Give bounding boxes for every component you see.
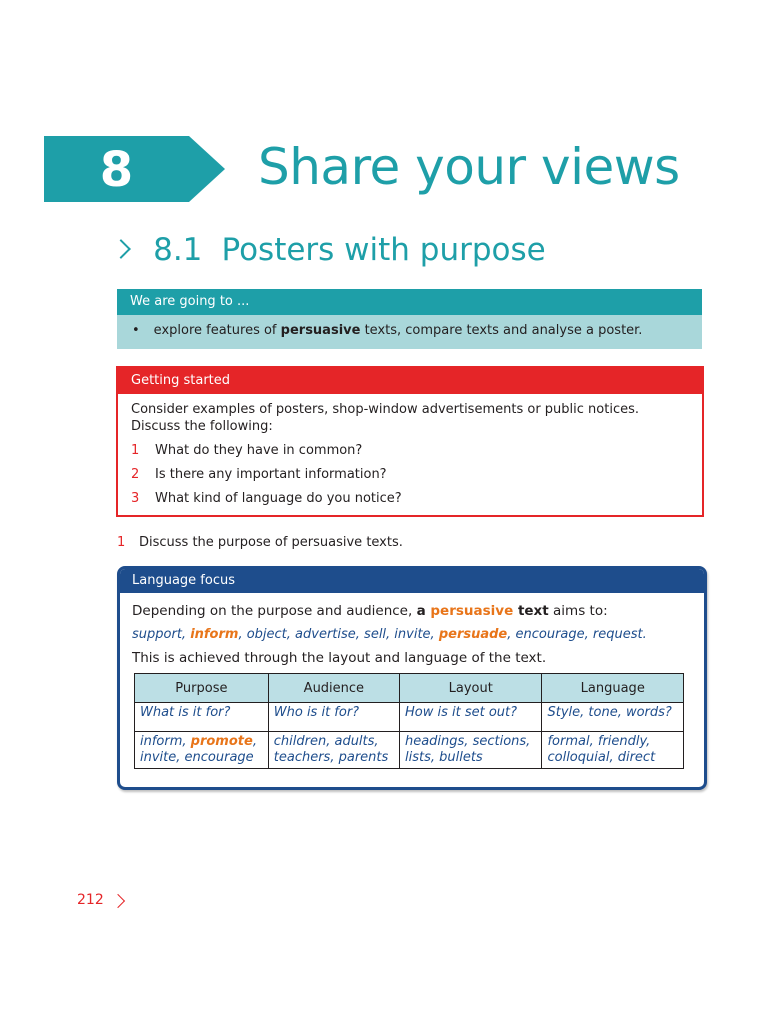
table-cell: Style, tone, words? — [542, 703, 684, 732]
chapter-number: 8 — [99, 142, 134, 198]
cell-text: teachers, parents — [273, 750, 389, 765]
language-focus-line-1 — [132, 603, 692, 619]
chapter-tab — [44, 136, 189, 202]
item-number: 2 — [131, 467, 140, 482]
page-number: 212 — [77, 892, 104, 908]
line1-after: aims to: — [548, 603, 608, 619]
language-focus-header: Language focus — [120, 569, 704, 593]
language-focus-line-3: This is achieved through the layout and language of the text. — [132, 650, 547, 666]
question-text: Discuss the purpose of persuasive texts. — [139, 535, 403, 550]
verb-highlight: persuade — [438, 627, 508, 642]
goals-text-after: texts, compare texts and analyse a poster. — [360, 323, 643, 338]
item-number: 1 — [131, 443, 140, 458]
goals-text-before: explore features of — [153, 323, 281, 338]
goals-text-bold: persuasive — [280, 323, 361, 338]
language-focus-table — [134, 673, 684, 769]
table-cell: How is it set out? — [399, 703, 542, 732]
language-focus-body — [120, 593, 704, 769]
verb-highlight: inform — [190, 627, 239, 642]
section-number: 8.1 — [153, 232, 203, 268]
table-cell — [135, 732, 269, 769]
table-cell: Who is it for? — [268, 703, 399, 732]
list-item — [131, 442, 689, 459]
column-header: Audience — [268, 674, 399, 703]
cell-text: headings, sections, — [404, 734, 531, 749]
getting-started-box — [116, 366, 704, 517]
line1-before: Depending on the purpose and audience, — [132, 603, 417, 619]
table-cell — [399, 732, 542, 769]
verb-segment: , encourage, request. — [507, 627, 647, 642]
section-heading — [114, 232, 546, 268]
promote-highlight: promote — [190, 734, 253, 749]
cell-text: children, adults, — [273, 734, 379, 749]
cell-text: formal, friendly, — [547, 734, 651, 749]
column-header: Language — [542, 674, 684, 703]
chevron-right-icon — [111, 239, 131, 259]
getting-started-header: Getting started — [118, 368, 702, 394]
table-cell: What is it for? — [135, 703, 269, 732]
table-row — [135, 732, 684, 769]
section-title: Posters with purpose — [221, 232, 546, 268]
item-text: Is there any important information? — [155, 467, 387, 482]
item-text: What kind of language do you notice? — [155, 491, 402, 506]
goals-header: We are going to ... — [117, 289, 702, 315]
purpose-verbs — [132, 627, 692, 642]
item-number: 3 — [131, 491, 140, 506]
question-number: 1 — [117, 535, 126, 550]
cell-text: , — [252, 734, 257, 749]
chevron-right-icon — [111, 894, 125, 908]
getting-started-intro: Consider examples of posters, shop-window advertisements or public notices. Discuss the following: — [131, 402, 639, 434]
cell-text: lists, bullets — [404, 750, 483, 765]
cell-text: inform, — [140, 734, 191, 749]
goals-box — [117, 289, 702, 349]
line1-a: a — [416, 603, 431, 619]
table-cell — [268, 732, 399, 769]
list-item — [131, 466, 689, 483]
line1-text-word: text — [513, 603, 549, 619]
cell-text: colloquial, direct — [547, 750, 656, 765]
chapter-title: Share your views — [258, 138, 680, 196]
verb-segment: support, — [132, 627, 191, 642]
question-1 — [117, 535, 403, 550]
table-row — [135, 703, 684, 732]
getting-started-body — [118, 394, 702, 515]
cell-text: invite, encourage — [140, 750, 254, 765]
table-cell — [542, 732, 684, 769]
item-text: What do they have in common? — [155, 443, 363, 458]
column-header: Layout — [399, 674, 542, 703]
table-header-row — [135, 674, 684, 703]
goals-body — [117, 315, 702, 349]
column-header: Purpose — [135, 674, 269, 703]
persuasive-highlight: persuasive — [430, 603, 514, 619]
verb-segment: , object, advertise, sell, invite, — [238, 627, 439, 642]
bullet: • — [132, 323, 140, 338]
list-item — [131, 490, 689, 507]
language-focus-box — [117, 566, 707, 790]
